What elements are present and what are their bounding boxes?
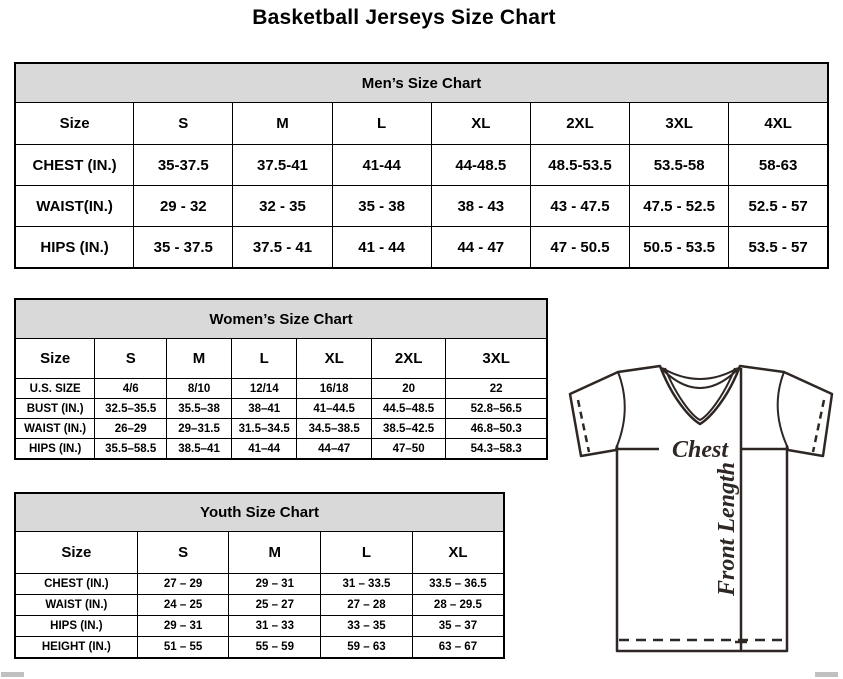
measurement-row	[15, 574, 504, 595]
size-header-cell: Size	[15, 103, 134, 145]
size-header-cell: XL	[412, 532, 504, 574]
measurement-value: 52.8–56.5	[446, 399, 547, 419]
measurement-value: 29 – 31	[137, 616, 229, 637]
measurement-value: 43 - 47.5	[530, 186, 629, 227]
measurement-row	[15, 379, 547, 399]
measurement-value: 53.5-58	[630, 145, 729, 186]
size-header-cell: L	[332, 103, 431, 145]
measurement-value: 38–41	[232, 399, 297, 419]
measurement-value: 31 – 33	[229, 616, 321, 637]
front-length-label: Front Length	[714, 461, 740, 597]
measurement-label: BUST (IN.)	[15, 399, 95, 419]
measurement-value: 35 – 37	[412, 616, 504, 637]
scrollbar-fragment-left[interactable]	[1, 672, 24, 677]
measurement-row	[15, 439, 547, 460]
size-header-row	[15, 532, 504, 574]
measurement-value: 35 - 37.5	[134, 227, 233, 269]
measurement-value: 31.5–34.5	[232, 419, 297, 439]
measurement-value: 26–29	[95, 419, 167, 439]
measurement-row	[15, 145, 828, 186]
chart-title: Youth Size Chart	[15, 493, 504, 532]
measurement-value: 29 – 31	[229, 574, 321, 595]
measurement-value: 44-48.5	[431, 145, 530, 186]
measurement-value: 35.5–58.5	[95, 439, 167, 460]
measurement-label: WAIST (IN.)	[15, 595, 137, 616]
measurement-value: 35 - 38	[332, 186, 431, 227]
size-header-cell: M	[233, 103, 332, 145]
measurement-value: 46.8–50.3	[446, 419, 547, 439]
measurement-value: 34.5–38.5	[297, 419, 371, 439]
chest-label: Chest	[671, 437, 729, 463]
measurement-value: 38.5–41	[167, 439, 232, 460]
size-header-cell: XL	[431, 103, 530, 145]
size-header-cell: 2XL	[371, 339, 445, 379]
page-title: Basketball Jerseys Size Chart	[252, 6, 556, 29]
womens-size-chart-table	[14, 298, 548, 460]
youth-size-chart-table	[14, 492, 505, 659]
measurement-label: U.S. SIZE	[15, 379, 95, 399]
size-header-row	[15, 339, 547, 379]
measurement-row	[15, 399, 547, 419]
size-header-cell: M	[229, 532, 321, 574]
measurement-value: 24 – 25	[137, 595, 229, 616]
measurement-value: 33.5 – 36.5	[412, 574, 504, 595]
measurement-value: 58-63	[729, 145, 828, 186]
size-header-cell: S	[134, 103, 233, 145]
collar-arc-outer	[662, 368, 738, 379]
chart-title-row	[15, 299, 547, 339]
measurement-value: 50.5 - 53.5	[630, 227, 729, 269]
measurement-value: 37.5 - 41	[233, 227, 332, 269]
chart-title-row	[15, 63, 828, 103]
mens-size-chart-table	[14, 62, 829, 269]
size-header-row	[15, 103, 828, 145]
measurement-value: 16/18	[297, 379, 371, 399]
measurement-label: HIPS (IN.)	[15, 227, 134, 269]
measurement-value: 41-44	[332, 145, 431, 186]
measurement-value: 25 – 27	[229, 595, 321, 616]
size-header-cell: S	[137, 532, 229, 574]
measurement-value: 35.5–38	[167, 399, 232, 419]
measurement-value: 38.5–42.5	[371, 419, 445, 439]
measurement-row	[15, 419, 547, 439]
measurement-value: 41–44	[232, 439, 297, 460]
size-header-cell: L	[321, 532, 413, 574]
measurement-value: 29 - 32	[134, 186, 233, 227]
chart-title: Men’s Size Chart	[15, 63, 828, 103]
measurement-value: 51 – 55	[137, 637, 229, 659]
chart-title: Women’s Size Chart	[15, 299, 547, 339]
measurement-value: 55 – 59	[229, 637, 321, 659]
measurement-value: 44–47	[297, 439, 371, 460]
measurement-value: 4/6	[95, 379, 167, 399]
size-header-cell: M	[167, 339, 232, 379]
measurement-label: HEIGHT (IN.)	[15, 637, 137, 659]
measurement-label: HIPS (IN.)	[15, 616, 137, 637]
measurement-value: 47–50	[371, 439, 445, 460]
size-header-cell: S	[95, 339, 167, 379]
measurement-value: 37.5-41	[233, 145, 332, 186]
measurement-value: 47.5 - 52.5	[630, 186, 729, 227]
jersey-outline	[570, 366, 832, 651]
measurement-label: CHEST (IN.)	[15, 574, 137, 595]
measurement-value: 53.5 - 57	[729, 227, 828, 269]
size-header-cell: 3XL	[446, 339, 547, 379]
measurement-value: 31 – 33.5	[321, 574, 413, 595]
measurement-value: 33 – 35	[321, 616, 413, 637]
chart-title-row	[15, 493, 504, 532]
measurement-value: 44 - 47	[431, 227, 530, 269]
measurement-label: CHEST (IN.)	[15, 145, 134, 186]
measurement-value: 44.5–48.5	[371, 399, 445, 419]
size-header-cell: L	[232, 339, 297, 379]
measurement-value: 52.5 - 57	[729, 186, 828, 227]
measurement-value: 35-37.5	[134, 145, 233, 186]
measurement-value: 47 - 50.5	[530, 227, 629, 269]
measurement-value: 8/10	[167, 379, 232, 399]
measurement-value: 32 - 35	[233, 186, 332, 227]
measurement-label: WAIST (IN.)	[15, 419, 95, 439]
measurement-value: 59 – 63	[321, 637, 413, 659]
measurement-value: 63 – 67	[412, 637, 504, 659]
measurement-value: 20	[371, 379, 445, 399]
size-header-cell: Size	[15, 532, 137, 574]
size-header-cell: 4XL	[729, 103, 828, 145]
size-header-cell: XL	[297, 339, 371, 379]
measurement-row	[15, 616, 504, 637]
size-header-cell: 3XL	[630, 103, 729, 145]
size-header-cell: 2XL	[530, 103, 629, 145]
scrollbar-fragment-right[interactable]	[815, 672, 838, 677]
measurement-value: 41–44.5	[297, 399, 371, 419]
measurement-value: 38 - 43	[431, 186, 530, 227]
measurement-value: 54.3–58.3	[446, 439, 547, 460]
measurement-value: 28 – 29.5	[412, 595, 504, 616]
measurement-row	[15, 186, 828, 227]
measurement-row	[15, 595, 504, 616]
measurement-value: 22	[446, 379, 547, 399]
measurement-value: 41 - 44	[332, 227, 431, 269]
measurement-row	[15, 227, 828, 269]
measurement-row	[15, 637, 504, 659]
measurement-label: WAIST(IN.)	[15, 186, 134, 227]
measurement-value: 27 – 28	[321, 595, 413, 616]
measurement-value: 48.5-53.5	[530, 145, 629, 186]
size-header-cell: Size	[15, 339, 95, 379]
jersey-measurement-diagram	[556, 354, 840, 666]
measurement-value: 32.5–35.5	[95, 399, 167, 419]
measurement-label: HIPS (IN.)	[15, 439, 95, 460]
measurement-value: 29–31.5	[167, 419, 232, 439]
measurement-value: 12/14	[232, 379, 297, 399]
measurement-value: 27 – 29	[137, 574, 229, 595]
